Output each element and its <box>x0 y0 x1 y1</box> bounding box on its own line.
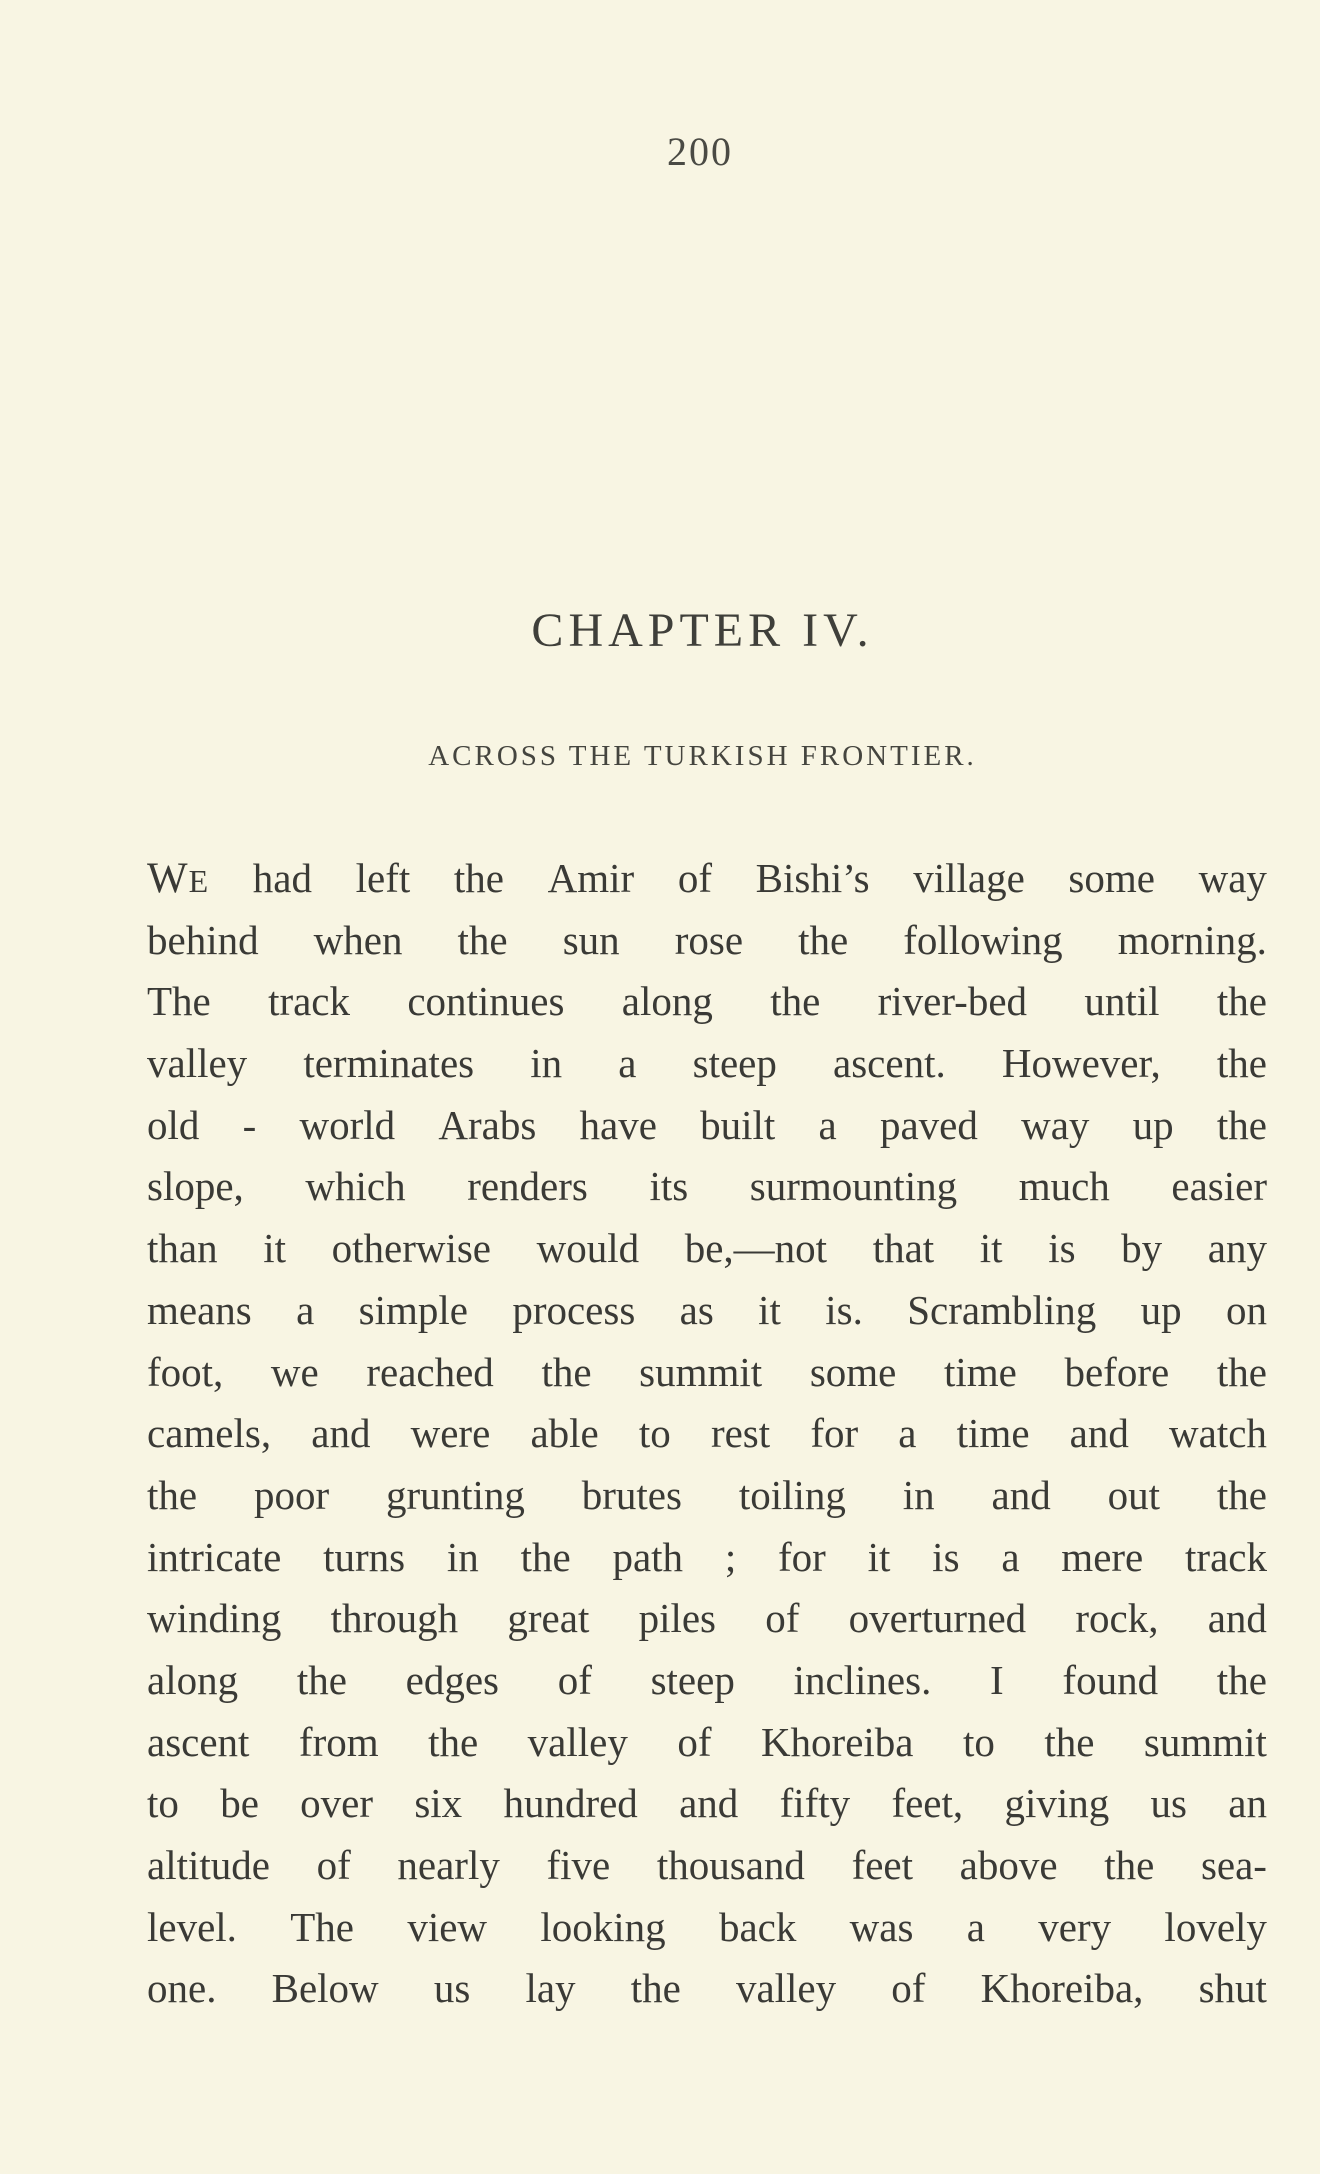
word: The <box>147 978 211 1025</box>
word: poor <box>253 1471 330 1518</box>
word: were <box>410 1410 491 1457</box>
word: it <box>758 1286 781 1333</box>
text-line <box>147 1403 1267 1465</box>
word: six <box>414 1780 463 1827</box>
word: the <box>1216 1471 1267 1518</box>
word: feet, <box>891 1780 964 1827</box>
word: means <box>147 1286 252 1333</box>
word: a <box>296 1286 315 1333</box>
word: and <box>1069 1410 1129 1457</box>
word: than <box>147 1225 218 1272</box>
word: hundred <box>503 1780 638 1827</box>
word: up <box>1132 1101 1174 1148</box>
word: for <box>810 1410 859 1457</box>
word: some <box>809 1348 897 1395</box>
word: overturned <box>848 1595 1027 1642</box>
word: great <box>507 1595 590 1642</box>
word: brutes <box>581 1471 682 1518</box>
word: foot, <box>147 1348 224 1395</box>
word: be <box>220 1780 259 1827</box>
word: left <box>355 855 411 901</box>
word: sun <box>562 916 620 963</box>
word: the <box>296 1656 347 1703</box>
word: any <box>1207 1225 1267 1272</box>
word: terminates <box>303 1040 475 1087</box>
text-line <box>147 1342 1267 1404</box>
word: and <box>679 1780 739 1827</box>
word: The <box>290 1903 354 1950</box>
word: Khoreiba <box>760 1718 914 1765</box>
word: for <box>778 1533 826 1580</box>
word: river-bed <box>877 978 1028 1025</box>
word: able <box>530 1410 599 1457</box>
word: rest <box>710 1410 771 1457</box>
word: the <box>457 916 508 963</box>
text-line <box>147 971 1267 1033</box>
text-line <box>147 1650 1267 1712</box>
word: ; <box>724 1533 737 1580</box>
word: I <box>990 1656 1004 1703</box>
chapter-subtitle: ACROSS THE TURKISH FRONTIER. <box>428 740 977 772</box>
word: way <box>1198 855 1267 901</box>
word: valley <box>147 1040 248 1087</box>
word: toiling <box>738 1471 846 1518</box>
word: ascent <box>147 1718 250 1765</box>
word: the <box>770 978 821 1025</box>
word: Below <box>271 1965 379 2012</box>
body-text <box>147 848 1267 2020</box>
word: edges <box>405 1656 499 1703</box>
word: be,—not <box>684 1225 828 1272</box>
word: the <box>1216 978 1267 1025</box>
word: the <box>428 1718 479 1765</box>
word: ascent. <box>833 1040 946 1087</box>
word: it <box>263 1225 286 1272</box>
word: of <box>557 1656 592 1703</box>
word: and <box>991 1471 1051 1518</box>
word: built <box>700 1101 776 1148</box>
word: is <box>1048 1225 1076 1272</box>
word: much <box>1018 1163 1110 1210</box>
word: very <box>1038 1903 1112 1950</box>
word: Scrambling <box>907 1286 1097 1333</box>
word: reached <box>366 1348 494 1395</box>
word: otherwise <box>331 1225 492 1272</box>
word: that <box>872 1225 935 1272</box>
word: lovely <box>1164 1903 1267 1950</box>
word: level. <box>147 1903 237 1950</box>
text-line <box>147 910 1267 972</box>
word: rock, <box>1075 1595 1159 1642</box>
text-line <box>147 1218 1267 1280</box>
word: to <box>638 1410 671 1457</box>
word: intricate <box>147 1533 282 1580</box>
word: process <box>512 1286 636 1333</box>
text-line <box>147 1773 1267 1835</box>
word: Bishi’s <box>755 855 870 901</box>
word: time <box>956 1410 1030 1457</box>
word: the <box>541 1348 592 1395</box>
text-line <box>147 1527 1267 1589</box>
word: the <box>1216 1101 1267 1148</box>
word: found <box>1062 1656 1159 1703</box>
word: from <box>298 1718 379 1765</box>
word: way <box>1021 1101 1090 1148</box>
word: valley <box>735 1965 837 2012</box>
text-line <box>147 1033 1267 1095</box>
word: an <box>1228 1780 1267 1827</box>
word: is <box>932 1533 960 1580</box>
word: to <box>147 1780 179 1827</box>
word: its <box>649 1163 689 1210</box>
text-line <box>147 1712 1267 1774</box>
word: as <box>679 1286 714 1333</box>
chapter-heading: CHAPTER IV. <box>531 604 874 657</box>
word: of <box>677 855 712 901</box>
word: watch <box>1169 1410 1267 1457</box>
word: inclines. <box>793 1656 932 1703</box>
word: before <box>1064 1348 1170 1395</box>
word: slope, <box>147 1163 244 1210</box>
word: over <box>300 1780 374 1827</box>
word: paved <box>879 1101 978 1148</box>
word: time <box>943 1348 1017 1395</box>
word: Arabs <box>438 1101 537 1148</box>
word: in <box>902 1471 935 1518</box>
word: one. <box>147 1965 217 2012</box>
opening-smallcaps: E <box>188 863 210 899</box>
word: giving <box>1004 1780 1110 1827</box>
word: nearly <box>397 1842 500 1888</box>
word: in <box>530 1040 563 1087</box>
word: was <box>849 1903 914 1950</box>
word: valley <box>527 1718 628 1765</box>
word: of <box>891 1965 926 2012</box>
word: and <box>1207 1595 1267 1642</box>
word: morning. <box>1117 916 1267 963</box>
word: a <box>898 1410 917 1457</box>
opening-initial: W <box>147 855 189 902</box>
word: turns <box>323 1533 406 1580</box>
word: simple <box>358 1286 468 1333</box>
word: renders <box>467 1163 588 1210</box>
word: following <box>903 916 1063 963</box>
word: Khoreiba, <box>980 1965 1144 2012</box>
word: is. <box>825 1286 863 1333</box>
word: the <box>520 1533 571 1580</box>
word: to <box>962 1718 995 1765</box>
word: on <box>1225 1286 1267 1333</box>
word: a <box>966 1903 985 1950</box>
word: However, <box>1001 1040 1161 1087</box>
text-line <box>147 1958 1267 2020</box>
word: it <box>867 1533 891 1580</box>
word: the <box>453 855 504 901</box>
text-line <box>147 1156 1267 1218</box>
word: winding <box>147 1595 282 1642</box>
word: summit <box>1143 1718 1267 1765</box>
word: summit <box>639 1348 763 1395</box>
text-line <box>147 848 1267 910</box>
word: view <box>407 1903 488 1950</box>
word: through <box>330 1595 459 1642</box>
word: Amir <box>547 855 635 901</box>
word: along <box>147 1656 239 1703</box>
word: feet <box>851 1842 914 1888</box>
word: along <box>621 978 713 1025</box>
word: the <box>147 1471 198 1518</box>
word: the <box>1216 1656 1267 1703</box>
word: of <box>765 1595 800 1642</box>
word: camels, <box>147 1410 272 1457</box>
word: above <box>959 1842 1058 1888</box>
word: thousand <box>656 1842 805 1888</box>
word: the <box>630 1965 681 2012</box>
word: fifty <box>779 1780 851 1827</box>
word: in <box>446 1533 479 1580</box>
word: we <box>270 1348 319 1395</box>
text-line <box>147 1897 1267 1959</box>
word: - <box>242 1101 257 1148</box>
word: and <box>311 1410 371 1457</box>
word: village <box>913 855 1025 901</box>
word: which <box>305 1163 406 1210</box>
word: the <box>798 916 849 963</box>
word: when <box>313 916 403 963</box>
word: piles <box>638 1595 716 1642</box>
text-line <box>147 1280 1267 1342</box>
word: path <box>612 1533 684 1580</box>
word: a <box>818 1101 837 1148</box>
word: five <box>546 1842 611 1888</box>
word: lay <box>525 1965 576 2012</box>
word: grunting <box>385 1471 525 1518</box>
word: us <box>1150 1780 1187 1827</box>
word: a <box>618 1040 637 1087</box>
word: looking <box>540 1903 666 1950</box>
word: steep <box>650 1656 735 1703</box>
word: us <box>433 1965 471 2012</box>
text-line <box>147 1095 1267 1157</box>
word: out <box>1107 1471 1160 1518</box>
word: back <box>718 1903 797 1950</box>
text-line <box>147 1835 1267 1897</box>
page-number: 200 <box>667 129 733 174</box>
word: rose <box>674 916 744 963</box>
word: world <box>299 1101 396 1148</box>
word: continues <box>407 978 565 1025</box>
word: track <box>1185 1533 1267 1580</box>
text-line <box>147 1588 1267 1650</box>
word: have <box>579 1101 657 1148</box>
word: of <box>677 1718 712 1765</box>
word: steep <box>692 1040 777 1087</box>
word: it <box>979 1225 1003 1272</box>
word: behind <box>147 916 259 963</box>
word: of <box>316 1842 351 1888</box>
word: altitude <box>147 1842 270 1888</box>
word: would <box>536 1225 640 1272</box>
word: track <box>268 978 351 1025</box>
word: up <box>1140 1286 1182 1333</box>
word: the <box>1044 1718 1095 1765</box>
word: easier <box>1171 1163 1267 1210</box>
word: shut <box>1198 1965 1267 2012</box>
word: a <box>1001 1533 1020 1580</box>
word: sea- <box>1200 1842 1267 1888</box>
text-line <box>147 1465 1267 1527</box>
word: by <box>1121 1225 1163 1272</box>
opening-word <box>147 848 209 910</box>
word: mere <box>1061 1533 1144 1580</box>
word: some <box>1068 855 1155 901</box>
word: until <box>1084 978 1160 1025</box>
word: surmounting <box>749 1163 958 1210</box>
word: had <box>252 855 312 901</box>
word: old <box>147 1101 200 1148</box>
word: the <box>1216 1348 1267 1395</box>
word: the <box>1216 1040 1267 1087</box>
word: the <box>1104 1842 1155 1888</box>
